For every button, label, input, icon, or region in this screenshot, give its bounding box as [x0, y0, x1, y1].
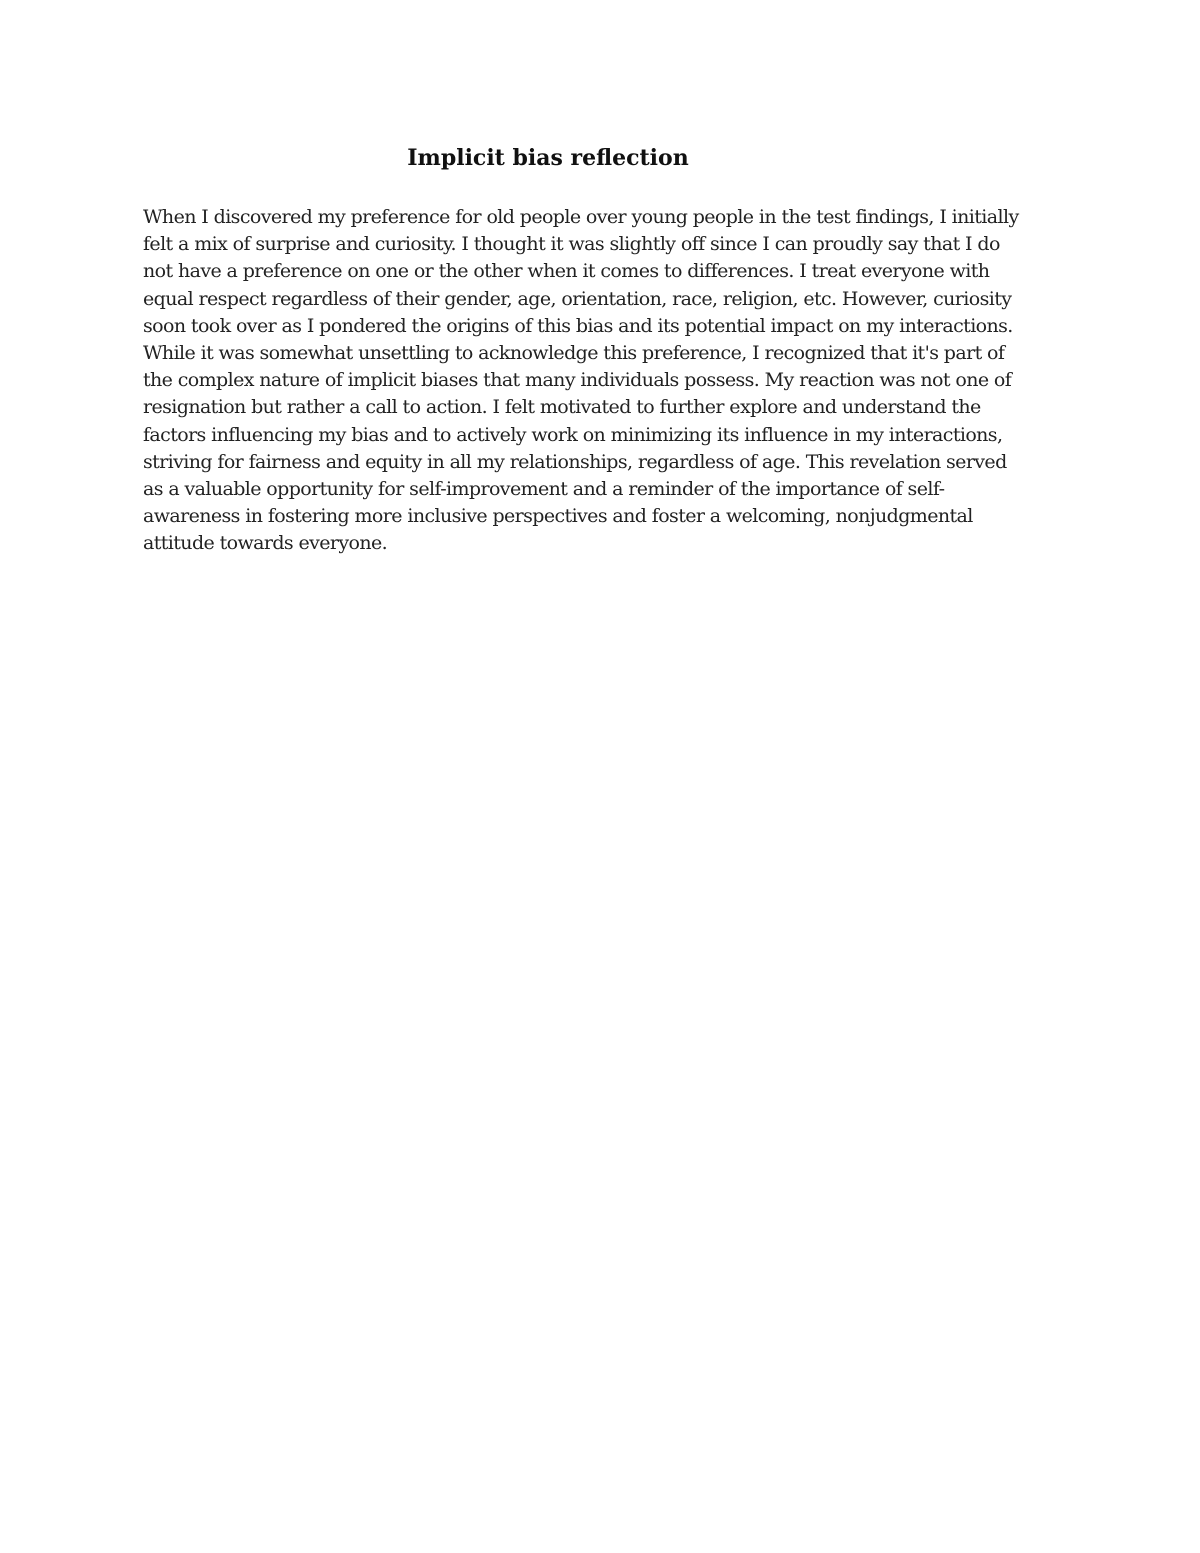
paragraph-line: equal respect regardless of their gender, age, orientation, race, religion, etc. However, curiosity	[143, 287, 1012, 310]
paragraph-line: While it was somewhat unsettling to acknowledge this preference, I recognized that it's part of	[143, 342, 1005, 365]
paragraph-line: resignation but rather a call to action. I felt motivated to further explore and understand the	[143, 396, 981, 419]
paragraph-line: awareness in fostering more inclusive perspectives and foster a welcoming, nonjudgmental	[143, 505, 973, 528]
document-title: Implicit bias reflection	[407, 145, 689, 171]
paragraph-line: striving for fairness and equity in all my relationships, regardless of age. This revelation served	[143, 450, 1007, 473]
paragraph-line: factors influencing my bias and to actively work on minimizing its influence in my interactions,	[143, 423, 1003, 446]
paragraph-line: soon took over as I pondered the origins of this bias and its potential impact on my interactions.	[143, 314, 1013, 337]
paragraph-line: as a valuable opportunity for self-improvement and a reminder of the importance of self-	[143, 478, 945, 501]
paragraph-line: the complex nature of implicit biases that many individuals possess. My reaction was not one of	[143, 369, 1012, 392]
reflection-paragraph	[143, 204, 1083, 558]
paragraph-line: When I discovered my preference for old people over young people in the test findings, I initially	[143, 206, 1019, 228]
paragraph-line: not have a preference on one or the other when it comes to differences. I treat everyone with	[143, 260, 990, 283]
paragraph-line: attitude towards everyone.	[143, 532, 388, 555]
paragraph-line: felt a mix of surprise and curiosity. I thought it was slightly off since I can proudly say that I do	[143, 233, 1000, 256]
